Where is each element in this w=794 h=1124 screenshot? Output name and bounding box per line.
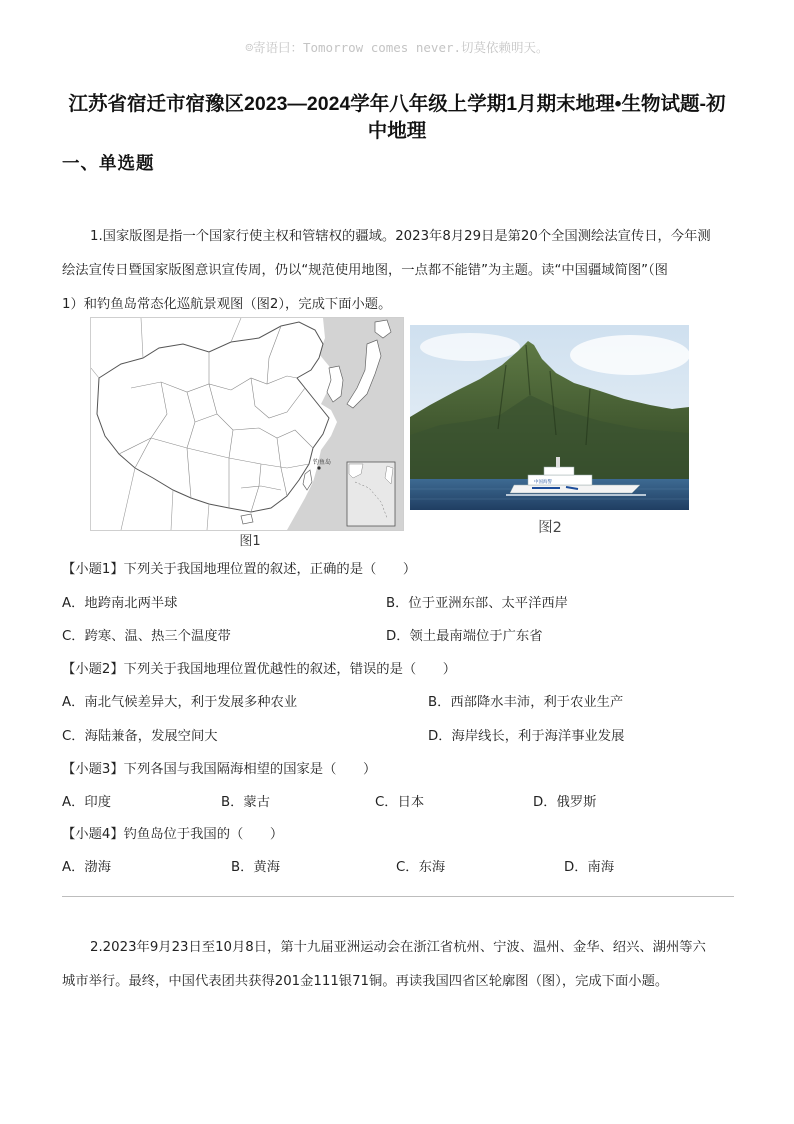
q1-intro-line-1: 1.国家版图是指一个国家行使主权和管辖权的疆域。2023年8月29日是第20个全国测绘法宣传日，今年测 xyxy=(90,229,711,244)
q1-intro-line-3: 1）和钓鱼岛常态化巡航景观图（图2），完成下面小题。 xyxy=(62,297,392,312)
diaoyu-island-label: 钓鱼岛 xyxy=(313,459,332,466)
sub-question-2-option-b[interactable]: B．西部降水丰沛，利于农业生产 xyxy=(428,695,624,710)
sub-question-4-stem: 【小题4】钓鱼岛位于我国的（ ） xyxy=(62,827,284,842)
question-divider xyxy=(62,896,734,897)
sub-question-1-option-a[interactable]: A．地跨南北两半球 xyxy=(62,596,178,611)
exam-title xyxy=(50,91,744,145)
sub-question-1-option-b[interactable]: B．位于亚洲东部、太平洋西岸 xyxy=(386,596,568,611)
sub-question-4-option-a[interactable]: A．渤海 xyxy=(62,860,111,875)
section-heading: 一、单选题 xyxy=(62,154,155,174)
sub-question-1-stem: 【小题1】下列关于我国地理位置的叙述，正确的是（ ） xyxy=(62,562,417,577)
q2-intro-line-1: 2.2023年9月23日至10月8日，第十九届亚洲运动会在浙江省杭州、宁波、温州、金华、绍兴、湖州等六 xyxy=(90,940,706,955)
sub-question-1-option-d[interactable]: D．领土最南端位于广东省 xyxy=(386,629,543,644)
sub-question-3-option-a[interactable]: A．印度 xyxy=(62,795,111,810)
exam-title-line-1: 江苏省宿迁市宿豫区2023—2024学年八年级上学期1月期末地理•生物试题-初 xyxy=(68,93,726,115)
sub-question-2-option-c[interactable]: C．海陆兼备，发展空间大 xyxy=(62,729,218,744)
sub-question-3-option-d[interactable]: D．俄罗斯 xyxy=(533,795,597,810)
sub-question-4-option-d[interactable]: D．南海 xyxy=(564,860,615,875)
sub-question-4-option-b[interactable]: B．黄海 xyxy=(231,860,281,875)
figure-2-island-patrol-photo xyxy=(410,325,689,510)
sub-question-2-option-d[interactable]: D．海岸线长，利于海洋事业发展 xyxy=(428,729,625,744)
sub-question-1-option-c[interactable]: C．跨寒、温、热三个温度带 xyxy=(62,629,231,644)
figure-2-caption: 图2 xyxy=(538,520,562,536)
q1-intro xyxy=(62,220,738,322)
q1-intro-line-2: 绘法宣传日暨国家版图意识宣传周，仍以“规范使用地图，一点都不能错”为主题。读“中国疆域简图”（图 xyxy=(62,263,668,278)
sub-question-3-option-c[interactable]: C．日本 xyxy=(375,795,425,810)
china-map-graphic xyxy=(91,318,403,530)
sub-question-2-stem: 【小题2】下列关于我国地理位置优越性的叙述，错误的是（ ） xyxy=(62,662,457,677)
sub-question-3-option-b[interactable]: B．蒙古 xyxy=(221,795,271,810)
sub-question-3-stem: 【小题3】下列各国与我国隔海相望的国家是（ ） xyxy=(62,762,377,777)
page-motto: ☺寄语曰：Tomorrow comes never.切莫依赖明天。 xyxy=(245,40,549,55)
q2-intro-line-2: 城市举行。最终，中国代表团共获得201金111银71铜。再读我国四省区轮廓图（图），完成下面小题。 xyxy=(62,974,669,989)
ship-hull-label: 中国海警 xyxy=(534,480,552,485)
figure-1-china-map xyxy=(90,317,404,531)
q2-intro xyxy=(62,931,738,999)
exam-title-line-2: 中地理 xyxy=(367,120,427,142)
figure-1-caption: 图1 xyxy=(239,534,261,549)
island-photo-graphic xyxy=(410,325,689,510)
sub-question-4-option-c[interactable]: C．东海 xyxy=(396,860,446,875)
sub-question-2-option-a[interactable]: A．南北气候差异大，利于发展多种农业 xyxy=(62,695,298,710)
